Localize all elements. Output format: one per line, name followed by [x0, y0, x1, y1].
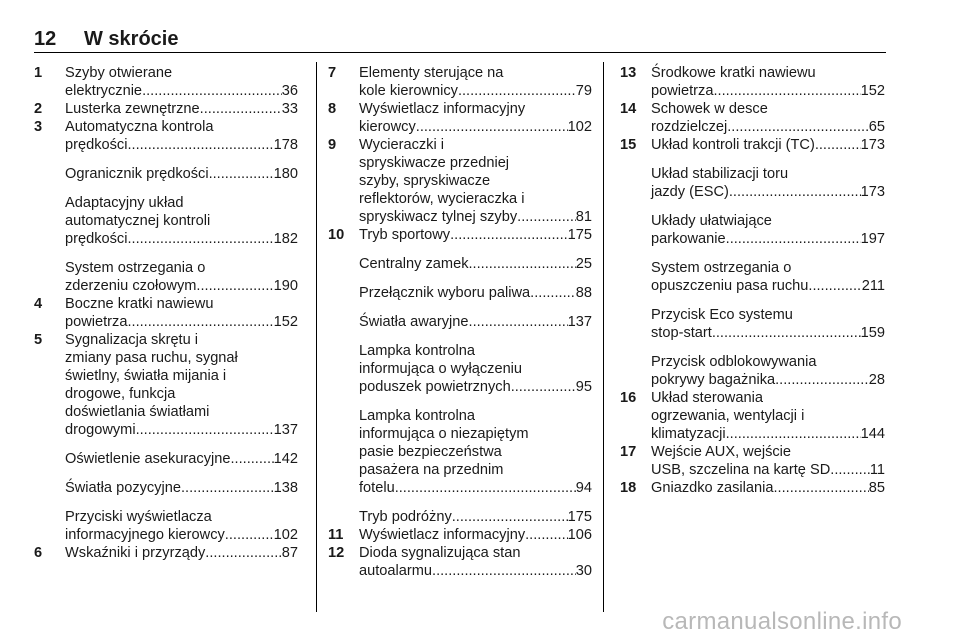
page-reference: 30	[575, 563, 592, 579]
dot-leader	[230, 450, 273, 468]
toc-entry	[620, 306, 885, 342]
entry-text-line: szyby, spryskiwacze	[359, 173, 491, 189]
page-reference: 175	[567, 509, 592, 525]
page-reference: 137	[567, 314, 592, 330]
toc-entry	[34, 64, 298, 100]
entry-number: 4	[34, 296, 43, 312]
entry-text-line: Wycieraczki i	[359, 137, 445, 153]
entry-leader-line	[651, 118, 885, 136]
page-reference: 137	[273, 422, 298, 438]
page-reference: 138	[273, 480, 298, 496]
toc-entry	[328, 100, 592, 136]
dot-leader	[830, 461, 870, 479]
entry-leader-line	[359, 526, 592, 544]
toc-entry	[620, 212, 885, 248]
entry-leader-line	[359, 226, 592, 244]
dot-leader	[530, 284, 576, 302]
toc-entry	[328, 544, 592, 580]
entry-text-line: opuszczeniu pasa ruchu	[651, 278, 809, 294]
entry-text-line: powietrza	[651, 83, 714, 99]
entry-text-line: Wskaźniki i przyrządy	[65, 545, 206, 561]
entry-number: 14	[620, 101, 637, 117]
dot-leader	[127, 313, 273, 331]
entry-text-line: Automatyczna kontrola	[65, 119, 214, 135]
entry-text-line: Wyświetlacz informacyjny	[359, 527, 526, 543]
entry-leader-line	[359, 479, 592, 497]
dot-leader	[450, 226, 568, 244]
dot-leader	[205, 544, 281, 562]
dot-leader	[452, 508, 568, 526]
toc-entry	[620, 64, 885, 100]
entry-leader-line	[651, 324, 885, 342]
page-reference: 175	[567, 227, 592, 243]
page-reference: 88	[575, 285, 592, 301]
entry-leader-line	[651, 461, 885, 479]
toc-entry	[620, 136, 885, 154]
toc-entry	[620, 100, 885, 136]
entry-leader-line	[359, 562, 592, 580]
entry-number: 18	[620, 480, 637, 496]
entry-leader-line	[359, 118, 592, 136]
entry-leader-line	[651, 479, 885, 497]
toc-entry	[328, 255, 592, 273]
entry-text-line: kierowcy	[359, 119, 416, 135]
page-reference: 102	[567, 119, 592, 135]
entry-number: 12	[328, 545, 345, 561]
entry-text-line: pokrywy bagażnika	[651, 372, 776, 388]
toc-entry	[34, 165, 298, 183]
entry-text-line: informacyjnego kierowcy	[65, 527, 225, 543]
dot-leader	[225, 526, 274, 544]
page-reference: 178	[273, 137, 298, 153]
toc-entry	[34, 295, 298, 331]
entry-text-line: świetlny, światła mijania i	[65, 368, 227, 384]
toc-entry	[34, 194, 298, 248]
entry-number: 13	[620, 65, 637, 81]
page-reference: 159	[860, 325, 885, 341]
dot-leader	[517, 208, 576, 226]
page-reference: 182	[273, 231, 298, 247]
toc-entry	[328, 526, 592, 544]
dot-leader	[808, 277, 861, 295]
entry-number: 15	[620, 137, 637, 153]
entry-text-line: fotelu	[359, 480, 395, 496]
column-divider	[316, 62, 317, 612]
page-reference: 85	[868, 480, 885, 496]
dot-leader	[432, 562, 576, 580]
toc-entry	[328, 136, 592, 226]
toc-entry	[34, 450, 298, 468]
entry-text-line: Układy ułatwiające	[651, 213, 772, 229]
entry-text-line: Światła pozycyjne	[65, 480, 181, 496]
entry-text-line: Lampka kontrolna	[359, 343, 476, 359]
toc-entry	[34, 508, 298, 544]
entry-text-line: System ostrzegania o	[651, 260, 792, 276]
toc-entry	[328, 508, 592, 526]
page-reference: 36	[281, 83, 298, 99]
page-header	[34, 28, 178, 51]
entry-text-line: Wyświetlacz informacyjny	[359, 101, 526, 117]
dot-leader	[525, 526, 568, 544]
toc-entry	[34, 479, 298, 497]
dot-leader	[196, 277, 273, 295]
entry-text-line: spryskiwacz tylnej szyby	[359, 209, 518, 225]
entry-text-line: prędkości	[65, 231, 128, 247]
entry-leader-line	[65, 526, 298, 544]
page-title: W skrócie	[84, 28, 179, 50]
page-reference: 197	[860, 231, 885, 247]
page-reference: 65	[868, 119, 885, 135]
entry-text-line: Lusterka zewnętrzne	[65, 101, 200, 117]
toc-entry	[620, 259, 885, 295]
toc-column-1	[34, 64, 298, 562]
dot-leader	[395, 479, 576, 497]
entry-text-line: ogrzewania, wentylacji i	[651, 408, 805, 424]
entry-text-line: informująca o wyłączeniu	[359, 361, 523, 377]
entry-text-line: Dioda sygnalizująca stan	[359, 545, 521, 561]
toc-entry	[328, 342, 592, 396]
entry-text-line: Ogranicznik prędkości	[65, 166, 209, 182]
entry-text-line: Wejście AUX, wejście	[651, 444, 792, 460]
entry-leader-line	[65, 165, 298, 183]
entry-leader-line	[65, 450, 298, 468]
entry-text-line: powietrza	[65, 314, 128, 330]
dot-leader	[416, 118, 568, 136]
toc-entry	[620, 479, 885, 497]
entry-leader-line	[65, 421, 298, 439]
dot-leader	[712, 324, 861, 342]
entry-number: 2	[34, 101, 43, 117]
dot-leader	[142, 82, 282, 100]
column-divider	[603, 62, 604, 612]
dot-leader	[726, 425, 861, 443]
entry-leader-line	[651, 136, 885, 154]
entry-leader-line	[359, 508, 592, 526]
entry-text-line: parkowanie	[651, 231, 726, 247]
entry-leader-line	[65, 230, 298, 248]
entry-number: 16	[620, 390, 637, 406]
toc-entry	[620, 165, 885, 201]
page-reference: 87	[281, 545, 298, 561]
entry-leader-line	[65, 479, 298, 497]
toc-entry	[34, 100, 298, 118]
toc-column-3	[620, 64, 885, 497]
entry-leader-line	[651, 277, 885, 295]
toc-entry	[34, 544, 298, 562]
page-reference: 173	[860, 184, 885, 200]
dot-leader	[209, 165, 274, 183]
dot-leader	[726, 230, 861, 248]
entry-text-line: prędkości	[65, 137, 128, 153]
entry-leader-line	[359, 313, 592, 331]
page-reference: 79	[575, 83, 592, 99]
entry-text-line: klimatyzacji	[651, 426, 726, 442]
page-number: 12	[34, 28, 57, 50]
entry-leader-line	[65, 82, 298, 100]
entry-text-line: zderzeniu czołowym	[65, 278, 197, 294]
toc-entry	[34, 259, 298, 295]
page-reference: 152	[860, 83, 885, 99]
entry-text-line: Przyciski wyświetlacza	[65, 509, 212, 525]
toc-entry	[620, 443, 885, 479]
page-reference: 11	[869, 462, 885, 478]
entry-leader-line	[359, 284, 592, 302]
page-reference: 180	[273, 166, 298, 182]
entry-leader-line	[65, 136, 298, 154]
entry-text-line: Światła awaryjne	[359, 314, 469, 330]
toc-entry	[328, 407, 592, 497]
page-reference: 81	[575, 209, 592, 225]
entry-text-line: Środkowe kratki nawiewu	[651, 65, 816, 81]
header-rule	[34, 52, 886, 53]
entry-number: 8	[328, 101, 337, 117]
toc-entry	[34, 118, 298, 154]
dot-leader	[727, 118, 869, 136]
entry-number: 7	[328, 65, 337, 81]
entry-text-line: elektrycznie	[65, 83, 143, 99]
entry-leader-line	[651, 371, 885, 389]
page-reference: 142	[273, 451, 298, 467]
dot-leader	[729, 183, 861, 201]
entry-text-line: System ostrzegania o	[65, 260, 206, 276]
entry-number: 1	[34, 65, 43, 81]
entry-text-line: Adaptacyjny układ	[65, 195, 184, 211]
entry-text-line: Centralny zamek	[359, 256, 469, 272]
entry-number: 17	[620, 444, 637, 460]
page-reference: 190	[273, 278, 298, 294]
dot-leader	[775, 371, 869, 389]
entry-text-line: Schowek w desce	[651, 101, 768, 117]
entry-number: 3	[34, 119, 43, 135]
entry-leader-line	[651, 82, 885, 100]
page-reference: 95	[575, 379, 592, 395]
entry-leader-line	[359, 208, 592, 226]
toc-entry	[328, 226, 592, 244]
entry-text-line: jazdy (ESC)	[651, 184, 729, 200]
page-reference: 173	[860, 137, 885, 153]
page-reference: 25	[575, 256, 592, 272]
dot-leader	[469, 313, 568, 331]
entry-text-line: Układ sterowania	[651, 390, 763, 406]
entry-leader-line	[651, 183, 885, 201]
dot-leader	[774, 479, 869, 497]
entry-text-line: Przycisk odblokowywania	[651, 354, 817, 370]
entry-text-line: doświetlania światłami	[65, 404, 210, 420]
entry-text-line: rozdzielczej	[651, 119, 728, 135]
dot-leader	[458, 82, 576, 100]
page-reference: 102	[273, 527, 298, 543]
toc-entry	[328, 64, 592, 100]
entry-text-line: Oświetlenie asekuracyjne	[65, 451, 231, 467]
dot-leader	[713, 82, 860, 100]
entry-number: 6	[34, 545, 43, 561]
dot-leader	[200, 100, 282, 118]
dot-leader	[469, 255, 576, 273]
entry-leader-line	[65, 313, 298, 331]
toc-column-2	[328, 64, 592, 580]
toc-entry	[620, 353, 885, 389]
entry-number: 9	[328, 137, 337, 153]
entry-text-line: pasie bezpieczeństwa	[359, 444, 502, 460]
page-reference: 152	[273, 314, 298, 330]
toc-entry	[328, 313, 592, 331]
toc-entry	[328, 284, 592, 302]
entry-text-line: pasażera na przednim	[359, 462, 504, 478]
entry-leader-line	[359, 378, 592, 396]
entry-text-line: Tryb sportowy	[359, 227, 451, 243]
entry-text-line: drogowymi	[65, 422, 136, 438]
entry-text-line: drogowe, funkcja	[65, 386, 176, 402]
entry-text-line: zmiany pasa ruchu, sygnał	[65, 350, 238, 366]
entry-text-line: USB, szczelina na kartę SD	[651, 462, 831, 478]
dot-leader	[511, 378, 576, 396]
entry-text-line: Układ stabilizacji toru	[651, 166, 789, 182]
dot-leader	[815, 136, 861, 154]
page-reference: 28	[868, 372, 885, 388]
page-reference: 106	[567, 527, 592, 543]
entry-leader-line	[65, 544, 298, 562]
entry-text-line: Szyby otwierane	[65, 65, 173, 81]
entry-text-line: reflektorów, wycieraczka i	[359, 191, 525, 207]
entry-text-line: Boczne kratki nawiewu	[65, 296, 214, 312]
entry-number: 5	[34, 332, 43, 348]
entry-text-line: Przycisk Eco systemu	[651, 307, 793, 323]
entry-text-line: Lampka kontrolna	[359, 408, 476, 424]
entry-text-line: Przełącznik wyboru paliwa	[359, 285, 531, 301]
page-reference: 33	[281, 101, 298, 117]
toc-entry	[620, 389, 885, 443]
entry-leader-line	[651, 425, 885, 443]
watermark: carmanualsonline.info	[662, 608, 902, 635]
entry-leader-line	[651, 230, 885, 248]
dot-leader	[181, 479, 274, 497]
page-reference: 211	[861, 278, 885, 294]
entry-text-line: automatycznej kontroli	[65, 213, 211, 229]
entry-text-line: informująca o niezapiętym	[359, 426, 529, 442]
entry-text-line: Sygnalizacja skrętu i	[65, 332, 199, 348]
entry-leader-line	[359, 82, 592, 100]
page-reference: 94	[575, 480, 592, 496]
entry-leader-line	[65, 100, 298, 118]
entry-text-line: kole kierownicy	[359, 83, 458, 99]
entry-text-line: Gniazdko zasilania	[651, 480, 774, 496]
entry-text-line: Tryb podróżny	[359, 509, 452, 525]
dot-leader	[136, 421, 274, 439]
dot-leader	[127, 136, 273, 154]
page-reference: 144	[860, 426, 885, 442]
toc-entry	[34, 331, 298, 439]
entry-number: 11	[328, 527, 344, 543]
dot-leader	[127, 230, 273, 248]
entry-leader-line	[65, 277, 298, 295]
entry-text-line: spryskiwacze przedniej	[359, 155, 510, 171]
entry-text-line: autoalarmu	[359, 563, 433, 579]
entry-number: 10	[328, 227, 345, 243]
entry-text-line: Układ kontroli trakcji (TC)	[651, 137, 815, 153]
entry-leader-line	[359, 255, 592, 273]
entry-text-line: stop-start	[651, 325, 712, 341]
entry-text-line: poduszek powietrznych	[359, 379, 511, 395]
entry-text-line: Elementy sterujące na	[359, 65, 504, 81]
